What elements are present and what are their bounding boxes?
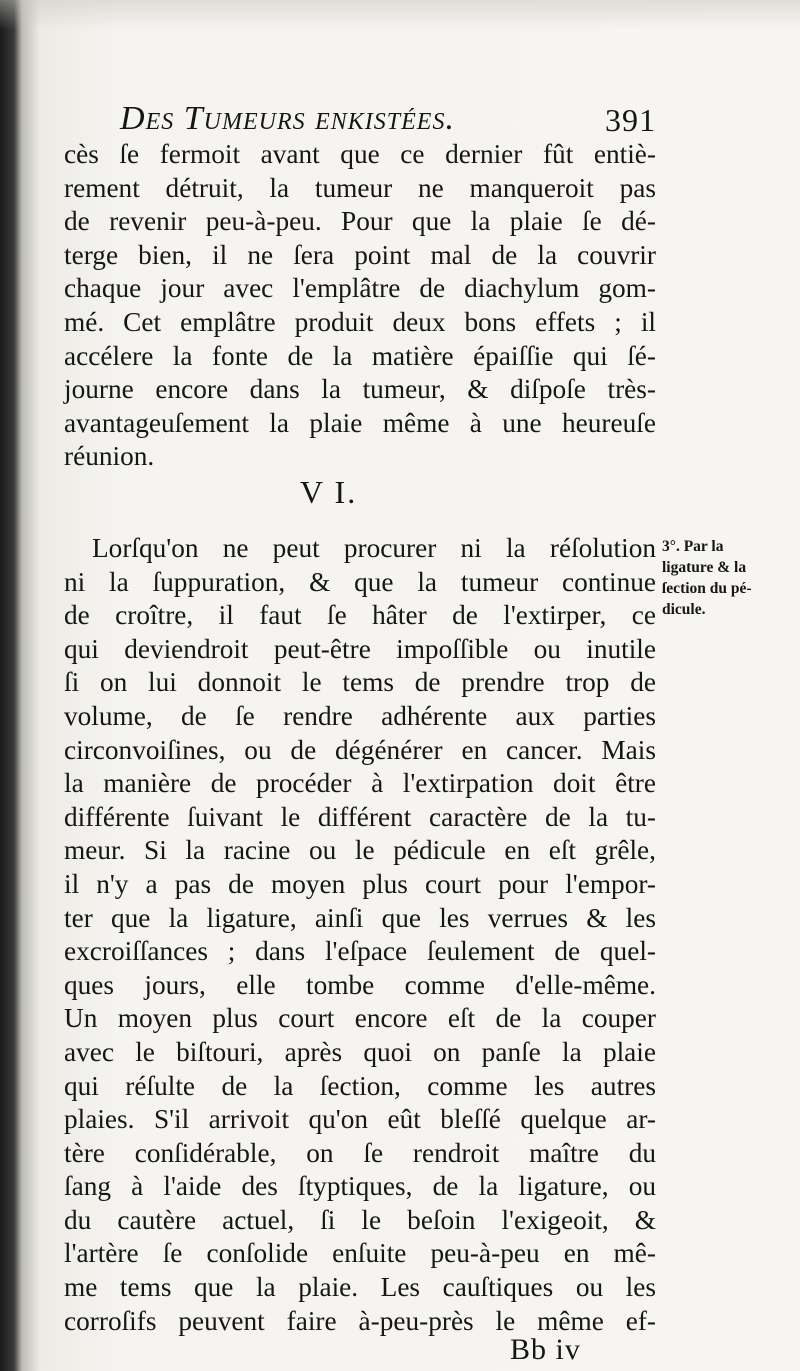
text-line: ni la ſuppuration, & que la tumeur continue: [64, 566, 656, 597]
text-line: me tems que la plaie. Les cauſtiques ou les: [64, 1272, 656, 1303]
text-line: cès ſe fermoit avant que ce dernier fût entiè-: [64, 139, 656, 169]
text-line: du cautère actuel, ſi le beſoin l'exigeoit, &: [64, 1204, 656, 1235]
text-line: chaque jour avec l'emplâtre de diachylum gom-: [64, 273, 656, 304]
running-title-initial-1: D: [120, 100, 146, 137]
text-line: journe encore dans la tumeur, & diſpoſe très-: [64, 374, 656, 405]
marginal-note-line: 3°. Par la: [662, 538, 724, 555]
text-line: Lorſqu'on ne peut procurer ni la réſolution: [92, 533, 656, 563]
text-line: excroiſſances ; dans l'eſpace ſeulement de quel-: [64, 936, 656, 967]
text-line: de croître, il faut ſe hâter de l'extirper, ce: [64, 600, 656, 631]
section-heading: V I.: [300, 474, 358, 510]
text-line: qui réſulte de la ſection, comme les autres: [64, 1070, 656, 1101]
running-title: [120, 100, 455, 138]
text-line: plaies. S'il arrivoit qu'on eût bleſſé quelque ar-: [64, 1104, 656, 1135]
signature-mark: Bb iv: [510, 1333, 581, 1366]
text-line: rement détruit, la tumeur ne manqueroit pas: [64, 172, 656, 203]
text-line: différente ſuivant le différent caractère de la tu-: [64, 801, 656, 832]
text-line: ques jours, elle tombe comme d'elle-même.: [64, 969, 656, 1000]
text-line: volume, de ſe rendre adhérente aux parties: [64, 700, 656, 731]
marginal-note-line: dicule.: [662, 601, 706, 618]
page-number: 391: [605, 102, 656, 138]
text-line: ſang à l'aide des ſtyptiques, de la ligature, ou: [64, 1171, 656, 1202]
text-line: corroſifs peuvent faire à-peu-près le même ef-: [64, 1305, 656, 1336]
text-line: l'artère ſe conſolide enſuite peu-à-peu en mê-: [64, 1238, 656, 1269]
text-line: terge bien, il ne ſera point mal de la couvrir: [64, 239, 656, 270]
text-line: la manière de procéder à l'extirpation doit être: [64, 768, 656, 799]
text-line: de revenir peu-à-peu. Pour que la plaie ſe dé-: [64, 206, 656, 237]
running-title-initial-2: T: [183, 100, 204, 137]
marginal-note-line: ſection du pé-: [662, 580, 752, 597]
text-line: meur. Si la racine ou le pédicule en eſt grêle,: [64, 835, 656, 866]
text-line: avantageuſement la plaie même à une heureuſe: [64, 407, 656, 438]
running-title-word-2: umeurs enkistées.: [203, 100, 455, 137]
text-line: circonvoiſines, ou de dégénérer en cancer. Mais: [64, 734, 656, 765]
text-line: qui deviendroit peut-être impoſſible ou inutile: [64, 633, 656, 664]
text-line: réunion.: [64, 441, 155, 472]
marginal-note-line: ligature & la: [662, 559, 747, 576]
running-title-word-1: es: [145, 100, 184, 137]
text-line: il n'y a pas de moyen plus court pour l'empor-: [64, 868, 656, 899]
text-line: tère conſidérable, on ſe rendroit maître du: [64, 1137, 656, 1168]
paragraph-1: [64, 138, 656, 474]
paragraph-2: [64, 532, 656, 1338]
text-line: Un moyen plus court encore eſt de la couper: [64, 1003, 656, 1034]
text-line: accélere la fonte de la matière épaiſſie qui ſé-: [64, 340, 656, 371]
text-line: ter que la ligature, ainſi que les verrues & les: [64, 902, 656, 933]
text-line: avec le biſtouri, après quoi on panſe la plaie: [64, 1036, 656, 1067]
marginal-note: [662, 536, 792, 620]
text-line: ſi on lui donnoit le tems de prendre trop de: [64, 667, 656, 698]
text-line: mé. Cet emplâtre produit deux bons effets ; il: [64, 306, 656, 337]
